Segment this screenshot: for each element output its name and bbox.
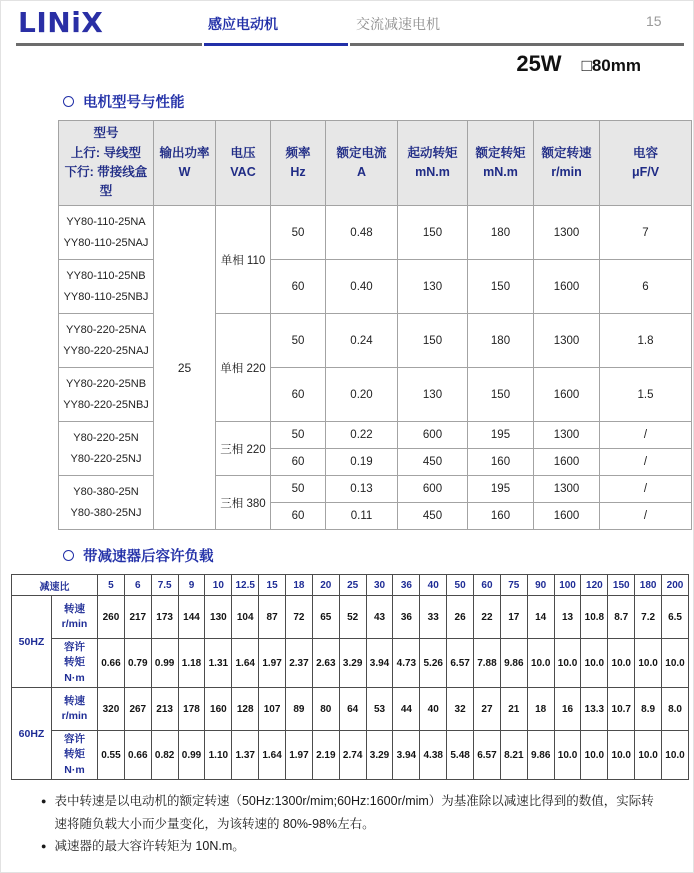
current-cell: 0.24: [326, 314, 398, 368]
freq-cell: 60: [271, 368, 326, 422]
table-row: [59, 476, 692, 503]
voltage-cell: 三相 220: [216, 422, 271, 476]
torque-value-cell: 10.0: [581, 731, 608, 780]
speed-value-cell: 21: [500, 688, 527, 731]
speed-value-cell: 27: [474, 688, 501, 731]
torque-value-cell: 2.63: [312, 639, 339, 688]
speed-cell: 1300: [534, 422, 600, 449]
torque-value-cell: 3.94: [366, 639, 393, 688]
torque-value-cell: 8.21: [500, 731, 527, 780]
speed-value-cell: 89: [286, 688, 313, 731]
speed-value-cell: 7.2: [635, 596, 662, 639]
torque-value-cell: 1.10: [205, 731, 232, 780]
table-row: [59, 260, 692, 314]
speed-value-cell: 267: [124, 688, 151, 731]
ratio-header-cell: 75: [500, 575, 527, 596]
speed-value-cell: 10.8: [581, 596, 608, 639]
speed-value-cell: 144: [178, 596, 205, 639]
speed-value-cell: 10.7: [608, 688, 635, 731]
freq-cell: 50: [271, 422, 326, 449]
freq-group-cell: 60HZ: [12, 688, 52, 780]
ratio-header-cell: 36: [393, 575, 420, 596]
circle-bullet-icon: [63, 550, 74, 561]
freq-cell: 60: [271, 260, 326, 314]
speed-value-cell: 6.5: [662, 596, 689, 639]
product-frame-size: □80mm: [581, 56, 641, 75]
header-rule-right: [350, 43, 684, 46]
ratio-header-cell: 60: [474, 575, 501, 596]
ratio-header-cell: 100: [554, 575, 581, 596]
col-header-output-power: 输出功率 W: [154, 121, 216, 206]
page-number: 15: [646, 13, 662, 29]
current-cell: 0.22: [326, 422, 398, 449]
ratio-header-cell: 6: [124, 575, 151, 596]
torque-value-cell: 4.38: [420, 731, 447, 780]
speed-value-cell: 44: [393, 688, 420, 731]
current-cell: 0.11: [326, 503, 398, 530]
capacitor-cell: 1.5: [600, 368, 692, 422]
circle-bullet-icon: [63, 96, 74, 107]
speed-value-cell: 33: [420, 596, 447, 639]
capacitor-cell: /: [600, 476, 692, 503]
torque-value-cell: 0.55: [98, 731, 125, 780]
torque-value-cell: 2.19: [312, 731, 339, 780]
torque-value-cell: 6.57: [474, 731, 501, 780]
section-title-text: 电机型号与性能: [83, 95, 185, 111]
current-cell: 0.48: [326, 206, 398, 260]
torque-value-cell: 0.79: [124, 639, 151, 688]
speed-value-cell: 53: [366, 688, 393, 731]
speed-label-cell: 转速 r/min: [52, 688, 98, 731]
torque-value-cell: 10.0: [635, 639, 662, 688]
speed-value-cell: 213: [151, 688, 178, 731]
speed-value-cell: 8.0: [662, 688, 689, 731]
current-cell: 0.19: [326, 449, 398, 476]
torque-value-cell: 10.0: [608, 731, 635, 780]
torque-value-cell: 1.64: [232, 639, 259, 688]
section-title-motor-performance: [63, 91, 693, 112]
gear-load-table: [11, 574, 689, 780]
linix-logo: LINiX: [18, 6, 104, 39]
product-size-heading: [1, 51, 693, 79]
torque-value-cell: 1.97: [286, 731, 313, 780]
rated-torque-cell: 195: [468, 476, 534, 503]
speed-cell: 1600: [534, 260, 600, 314]
torque-value-cell: 10.0: [635, 731, 662, 780]
speed-cell: 1300: [534, 314, 600, 368]
torque-label-cell: 容许 转矩 N·m: [52, 731, 98, 780]
rated-torque-cell: 160: [468, 503, 534, 530]
torque-value-cell: 10.0: [554, 731, 581, 780]
torque-value-cell: 0.99: [151, 639, 178, 688]
speed-value-cell: 32: [447, 688, 474, 731]
col-header-model: 型号 上行: 导线型 下行: 带接线盒 型: [59, 121, 154, 206]
ratio-header-cell: 30: [366, 575, 393, 596]
speed-value-cell: 107: [259, 688, 286, 731]
torque-value-cell: 1.31: [205, 639, 232, 688]
voltage-cell: 三相 380: [216, 476, 271, 530]
speed-value-cell: 43: [366, 596, 393, 639]
speed-value-cell: 173: [151, 596, 178, 639]
speed-label-cell: 转速 r/min: [52, 596, 98, 639]
model-cell: YY80-220-25NA YY80-220-25NAJ: [59, 314, 154, 368]
bullet-icon: ●: [41, 841, 47, 851]
current-cell: 0.20: [326, 368, 398, 422]
freq-cell: 50: [271, 206, 326, 260]
speed-value-cell: 16: [554, 688, 581, 731]
torque-label-cell: 容许 转矩 N·m: [52, 639, 98, 688]
speed-value-cell: 260: [98, 596, 125, 639]
start-torque-cell: 450: [398, 503, 468, 530]
speed-value-cell: 320: [98, 688, 125, 731]
page-header: [1, 1, 693, 47]
col-header-start-torque: 起动转矩 mN.m: [398, 121, 468, 206]
ratio-header-cell: 150: [608, 575, 635, 596]
speed-cell: 1600: [534, 503, 600, 530]
ratio-header-cell: 15: [259, 575, 286, 596]
speed-value-cell: 178: [178, 688, 205, 731]
footnote-max-torque: [41, 835, 665, 858]
speed-value-cell: 52: [339, 596, 366, 639]
speed-value-cell: 26: [447, 596, 474, 639]
start-torque-cell: 130: [398, 260, 468, 314]
speed-value-cell: 128: [232, 688, 259, 731]
torque-value-cell: 9.86: [527, 731, 554, 780]
torque-value-cell: 3.29: [366, 731, 393, 780]
speed-value-cell: 80: [312, 688, 339, 731]
torque-value-cell: 0.66: [124, 731, 151, 780]
speed-value-cell: 13.3: [581, 688, 608, 731]
torque-value-cell: 10.0: [581, 639, 608, 688]
ratio-header-cell: 9: [178, 575, 205, 596]
speed-value-cell: 17: [500, 596, 527, 639]
ratio-header-cell: 7.5: [151, 575, 178, 596]
torque-value-cell: 10.0: [608, 639, 635, 688]
table-row: [59, 368, 692, 422]
start-torque-cell: 450: [398, 449, 468, 476]
torque-value-cell: 0.82: [151, 731, 178, 780]
ratio-header-cell: 12.5: [232, 575, 259, 596]
start-torque-cell: 130: [398, 368, 468, 422]
speed-value-cell: 22: [474, 596, 501, 639]
speed-value-cell: 64: [339, 688, 366, 731]
section-title-gear-load: [63, 545, 693, 566]
tab-ac-gear-motor[interactable]: 交流减速电机: [356, 16, 440, 32]
ratio-header-cell: 18: [286, 575, 313, 596]
ratio-header-cell: 50: [447, 575, 474, 596]
footnote-speed-basis: [41, 790, 665, 835]
start-torque-cell: 150: [398, 314, 468, 368]
speed-value-cell: 130: [205, 596, 232, 639]
ratio-header-cell: 90: [527, 575, 554, 596]
voltage-cell: 单相 220: [216, 314, 271, 422]
torque-value-cell: 5.48: [447, 731, 474, 780]
start-torque-cell: 600: [398, 422, 468, 449]
freq-cell: 60: [271, 449, 326, 476]
current-cell: 0.40: [326, 260, 398, 314]
torque-value-cell: 10.0: [527, 639, 554, 688]
speed-value-cell: 160: [205, 688, 232, 731]
speed-value-cell: 65: [312, 596, 339, 639]
table-row: [59, 422, 692, 449]
speed-value-cell: 14: [527, 596, 554, 639]
col-header-voltage: 电压 VAC: [216, 121, 271, 206]
ratio-header-cell: 120: [581, 575, 608, 596]
capacitor-cell: 6: [600, 260, 692, 314]
capacitor-cell: /: [600, 503, 692, 530]
torque-value-cell: 0.66: [98, 639, 125, 688]
freq-cell: 50: [271, 476, 326, 503]
footnote-text: 表中转速是以电动机的额定转速（50Hz:1300r/mim;60Hz:1600r/mim）为基准除以减速比得到的数值，实际转速将随负载大小而少量变化，为该转速的 80%-98%左右。: [54, 794, 654, 831]
capacitor-cell: /: [600, 449, 692, 476]
col-header-rated-speed: 额定转速 r/min: [534, 121, 600, 206]
speed-value-cell: 40: [420, 688, 447, 731]
torque-value-cell: 3.94: [393, 731, 420, 780]
table-row-50hz-speed: [12, 596, 689, 639]
bullet-icon: ●: [41, 796, 47, 806]
footnote-text: 减速器的最大容许转矩为 10N.m。: [54, 839, 245, 853]
torque-value-cell: 1.97: [259, 639, 286, 688]
speed-cell: 1600: [534, 368, 600, 422]
model-cell: Y80-220-25N Y80-220-25NJ: [59, 422, 154, 476]
torque-value-cell: 9.86: [500, 639, 527, 688]
freq-cell: 50: [271, 314, 326, 368]
table-row: [59, 314, 692, 368]
col-header-frequency: 频率 Hz: [271, 121, 326, 206]
torque-value-cell: 0.99: [178, 731, 205, 780]
rated-torque-cell: 150: [468, 260, 534, 314]
freq-group-cell: 50HZ: [12, 596, 52, 688]
model-cell: YY80-110-25NB YY80-110-25NBJ: [59, 260, 154, 314]
motor-performance-table: [58, 120, 692, 530]
speed-value-cell: 36: [393, 596, 420, 639]
motor-table-header-row: [59, 121, 692, 206]
table-row-60hz-speed: [12, 688, 689, 731]
start-torque-cell: 600: [398, 476, 468, 503]
power-cell: 25: [154, 206, 216, 530]
ratio-header-cell: 20: [312, 575, 339, 596]
speed-value-cell: 104: [232, 596, 259, 639]
speed-value-cell: 72: [286, 596, 313, 639]
speed-value-cell: 8.9: [635, 688, 662, 731]
torque-value-cell: 10.0: [554, 639, 581, 688]
ratio-header-cell: 200: [662, 575, 689, 596]
header-rule-active: [204, 43, 348, 46]
start-torque-cell: 150: [398, 206, 468, 260]
speed-cell: 1300: [534, 476, 600, 503]
torque-value-cell: 6.57: [447, 639, 474, 688]
torque-value-cell: 10.0: [662, 731, 689, 780]
ratio-header-cell: 10: [205, 575, 232, 596]
header-rule-left: [16, 43, 202, 46]
col-header-rated-current: 额定电流 A: [326, 121, 398, 206]
torque-value-cell: 10.0: [662, 639, 689, 688]
speed-cell: 1600: [534, 449, 600, 476]
current-cell: 0.13: [326, 476, 398, 503]
ratio-header-cell: 180: [635, 575, 662, 596]
section-title-text: 带减速器后容许负载: [83, 549, 214, 565]
torque-value-cell: 1.64: [259, 731, 286, 780]
speed-cell: 1300: [534, 206, 600, 260]
load-table-header-row: [12, 575, 689, 596]
model-cell: YY80-220-25NB YY80-220-25NBJ: [59, 368, 154, 422]
rated-torque-cell: 195: [468, 422, 534, 449]
ratio-header-cell: 25: [339, 575, 366, 596]
speed-value-cell: 18: [527, 688, 554, 731]
speed-value-cell: 217: [124, 596, 151, 639]
ratio-label-cell: 减速比: [12, 575, 98, 596]
torque-value-cell: 5.26: [420, 639, 447, 688]
speed-value-cell: 87: [259, 596, 286, 639]
speed-value-cell: 8.7: [608, 596, 635, 639]
rated-torque-cell: 180: [468, 206, 534, 260]
rated-torque-cell: 160: [468, 449, 534, 476]
capacitor-cell: 7: [600, 206, 692, 260]
table-row: [59, 206, 692, 260]
torque-value-cell: 4.73: [393, 639, 420, 688]
torque-value-cell: 1.37: [232, 731, 259, 780]
product-power: 25W: [516, 51, 562, 76]
capacitor-cell: 1.8: [600, 314, 692, 368]
torque-value-cell: 3.29: [339, 639, 366, 688]
tab-induction-motor[interactable]: 感应电动机: [208, 16, 278, 32]
torque-value-cell: 2.37: [286, 639, 313, 688]
torque-value-cell: 2.74: [339, 731, 366, 780]
freq-cell: 60: [271, 503, 326, 530]
model-cell: Y80-380-25N Y80-380-25NJ: [59, 476, 154, 530]
torque-value-cell: 7.88: [474, 639, 501, 688]
rated-torque-cell: 150: [468, 368, 534, 422]
ratio-header-cell: 40: [420, 575, 447, 596]
voltage-cell: 单相 110: [216, 206, 271, 314]
model-cell: YY80-110-25NA YY80-110-25NAJ: [59, 206, 154, 260]
footnotes: [41, 790, 665, 858]
ratio-header-cell: 5: [98, 575, 125, 596]
table-row-50hz-torque: [12, 639, 689, 688]
speed-value-cell: 13: [554, 596, 581, 639]
torque-value-cell: 1.18: [178, 639, 205, 688]
col-header-capacitor: 电容 μF/V: [600, 121, 692, 206]
capacitor-cell: /: [600, 422, 692, 449]
col-header-rated-torque: 额定转矩 mN.m: [468, 121, 534, 206]
table-row-60hz-torque: [12, 731, 689, 780]
rated-torque-cell: 180: [468, 314, 534, 368]
